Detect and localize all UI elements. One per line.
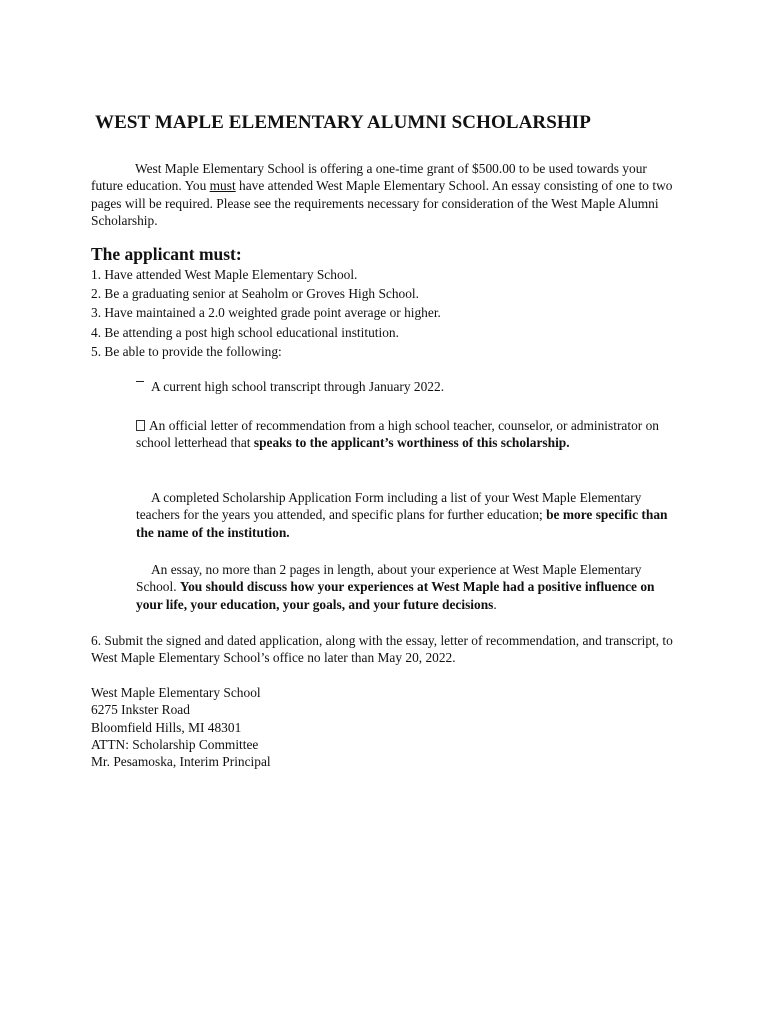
requirement-item: 5. Be able to provide the following: xyxy=(91,343,282,359)
address-line: 6275 Inkster Road xyxy=(91,702,190,718)
provide-item-recommendation: An official letter of recommendation from a high school teacher, counselor, or administrator on school letterhead that speaks to the applicant’s worthiness of this scholarship. xyxy=(136,418,659,451)
requirement-item: 1. Have attended West Maple Elementary School. xyxy=(91,267,358,282)
provide-item-application-form: A completed Scholarship Application Form including a list of your West Maple Elementary teachers for the years you attended, and specific plans for further education; be more specific than the name of the institution. xyxy=(136,490,668,540)
intro-text-part1: West Maple Elementary School is offering a one-time grant of $500.00 to be used towards your future education. You xyxy=(91,161,647,194)
address-line: ATTN: Scholarship Committee xyxy=(91,736,259,752)
requirements-list xyxy=(91,265,441,361)
checkbox-glyph-icon xyxy=(136,420,145,431)
mailing-address xyxy=(91,684,271,770)
intro-text-part2: have attended West Maple Elementary School. An essay consisting of one to two pages will be required. Please see the requirements necessary for consideration of the West Maple Alumni Scholarship. xyxy=(91,178,673,228)
address-line: Bloomfield Hills, MI 48301 xyxy=(91,719,242,735)
requirement-item: 2. Be a graduating senior at Seaholm or Groves High School. xyxy=(91,286,420,302)
intro-paragraph xyxy=(91,160,681,229)
address-line: Mr. Pesamoska, Interim Principal xyxy=(91,754,271,770)
requirements-heading: The applicant must: xyxy=(91,244,242,264)
document-title: WEST MAPLE ELEMENTARY ALUMNI SCHOLARSHIP xyxy=(95,112,591,133)
intro-underlined-word: must xyxy=(209,178,236,194)
provide-item-transcript: A current high school transcript through January 2022. xyxy=(136,378,676,395)
address-line: West Maple Elementary School xyxy=(91,685,261,700)
provide-item-essay: An essay, no more than 2 pages in length, about your experience at West Maple Elementary School. You should discuss how your experiences at West Maple had a positive influence on your life, your education, your goals, and your future decisions. xyxy=(136,562,655,612)
requirement-item: 4. Be attending a post high school educational institution. xyxy=(91,324,399,340)
submission-instruction: 6. Submit the signed and dated application, along with the essay, letter of recommendation, and transcript, to West Maple Elementary School’s office no later than May 20, 2022. xyxy=(91,633,673,666)
requirement-item: 3. Have maintained a 2.0 weighted grade point average or higher. xyxy=(91,305,441,321)
dash-bullet-icon xyxy=(136,381,144,382)
